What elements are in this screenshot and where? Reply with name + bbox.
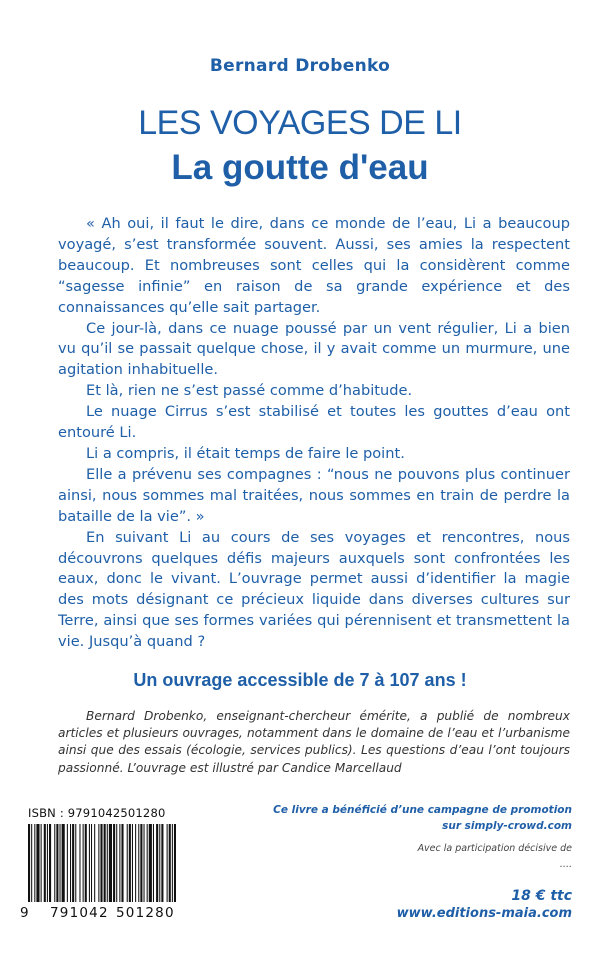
barcode-bar: [144, 824, 145, 902]
barcode-bar: [149, 824, 152, 902]
barcode-digit-group1: 791042: [50, 905, 109, 921]
barcode-bar: [121, 824, 123, 902]
barcode-bar: [47, 824, 48, 902]
participation-ellipsis: ....: [559, 859, 572, 870]
synopsis-paragraph: Li a compris, il était temps de faire le point.: [86, 444, 405, 462]
publisher-website: www.editions-maia.com: [396, 906, 572, 921]
barcode-bar: [79, 824, 80, 902]
synopsis-paragraph: En suivant Li au cours de ses voyages et rencontres, nous découvrons quelques défis majeurs auxquels sont confrontées les eaux, donc le vivant. L’ouvrage permet aussi d’identifier la magie des mots désignant ce précieux liquide dans diverses cultures sur Terre, ainsi que ses formes variées qui pérennisent et transmettent la vie. Jusqu’à quand ?: [58, 528, 570, 651]
barcode-bar: [159, 824, 160, 902]
barcode-bar: [167, 824, 168, 902]
promotion-note: [272, 802, 572, 834]
barcode-bar: [156, 824, 158, 902]
barcode-bar: [67, 824, 68, 902]
barcode-bar: [49, 824, 51, 902]
barcode-bar: [113, 824, 115, 902]
age-tagline: Un ouvrage accessible de 7 à 107 ans !: [133, 670, 467, 690]
barcode-bar: [34, 824, 35, 902]
barcode-bar: [153, 824, 154, 902]
synopsis-paragraph: Le nuage Cirrus s’est stabilisé et toutes les gouttes d’eau ont entouré Li.: [58, 403, 570, 442]
barcode-bar: [41, 824, 42, 902]
barcode-bar: [127, 824, 128, 902]
barcode-bar: [161, 824, 163, 902]
promotion-line: Ce livre a bénéficié d’une campagne de promotion: [273, 804, 572, 816]
barcode-bar: [31, 824, 32, 902]
isbn-label: ISBN : 9791042501280: [28, 806, 166, 820]
barcode-bar: [104, 824, 106, 902]
barcode-bar: [75, 824, 76, 902]
barcode-icon: [28, 824, 176, 902]
barcode-bar: [138, 824, 139, 902]
barcode-bar: [91, 824, 92, 902]
synopsis-paragraph: Ce jour-là, dans ce nuage poussé par un vent régulier, Li a bien vu qu’il se passait quelque chose, il y avait comme un murmure, une agitation inhabituelle.: [58, 319, 570, 379]
barcode-bar: [98, 824, 99, 902]
price: 18 € ttc: [511, 888, 572, 904]
synopsis-paragraph: Elle a prévenu ses compagnes : “nous ne pouvons plus continuer ainsi, nous sommes mal traitées, nous sommes en train de perdre la bataille de la vie”. »: [58, 465, 570, 525]
barcode-bar: [135, 824, 136, 902]
barcode-bar: [60, 824, 61, 902]
author-name: Bernard Drobenko: [209, 56, 391, 76]
participation-note: [272, 841, 572, 873]
barcode-bar: [119, 824, 120, 902]
barcode-bar: [129, 824, 131, 902]
synopsis: [58, 214, 570, 653]
synopsis-paragraph: « Ah oui, il faut le dire, dans ce monde de l’eau, Li a beaucoup voyagé, s’est transformée souvent. Aussi, ses amies la respectent beaucoup. Et nombreuses sont celles qui la considèrent comme “sagesse infinie” en raison de sa grande expérience et des connaissances qu’elle sait partager.: [58, 215, 570, 316]
barcode-bar: [109, 824, 112, 902]
barcode-digit-first: 9: [20, 905, 29, 921]
barcode-bar: [85, 824, 87, 902]
barcode-bar: [132, 824, 133, 902]
barcode-bar: [107, 824, 108, 902]
synopsis-paragraph: Et là, rien ne s’est passé comme d’habitude.: [86, 382, 413, 400]
barcode-bar: [44, 824, 46, 902]
barcode-bar: [140, 824, 142, 902]
book-subtitle: La goutte d'eau: [171, 148, 429, 187]
barcode-bar: [56, 824, 58, 902]
barcode-bar: [54, 824, 55, 902]
book-title: LES VOYAGES DE LI: [138, 104, 462, 142]
barcode-bar: [94, 824, 95, 902]
author-bio: [58, 708, 570, 777]
barcode-bar: [174, 824, 176, 902]
author-bio-text: Bernard Drobenko, enseignant-chercheur émérite, a publié de nombreux articles et plusieurs ouvrages, notamment dans le domaine de l’eau et l’urbanisme ainsi que des essais (écologie, services publics). Les questions d’eau l’ont toujours passionné. L’ouvrage est illustré par Candice Marcellaud: [58, 709, 570, 775]
participation-line: Avec la participation décisive de: [417, 843, 572, 854]
barcode-bar: [70, 824, 71, 902]
promotion-link: sur simply-crowd.com: [442, 820, 572, 832]
barcode-bar: [100, 824, 102, 902]
barcode-bar: [62, 824, 65, 902]
barcode-bar: [172, 824, 173, 902]
barcode-bar: [147, 824, 148, 902]
barcode-bar: [28, 824, 30, 902]
barcode-bar: [169, 824, 171, 902]
barcode-bar: [116, 824, 117, 902]
barcode-bar: [72, 824, 74, 902]
barcode-digit-group2: 501280: [116, 905, 175, 921]
barcode-bar: [89, 824, 90, 902]
barcode-bar: [83, 824, 84, 902]
barcode-bar: [36, 824, 39, 902]
